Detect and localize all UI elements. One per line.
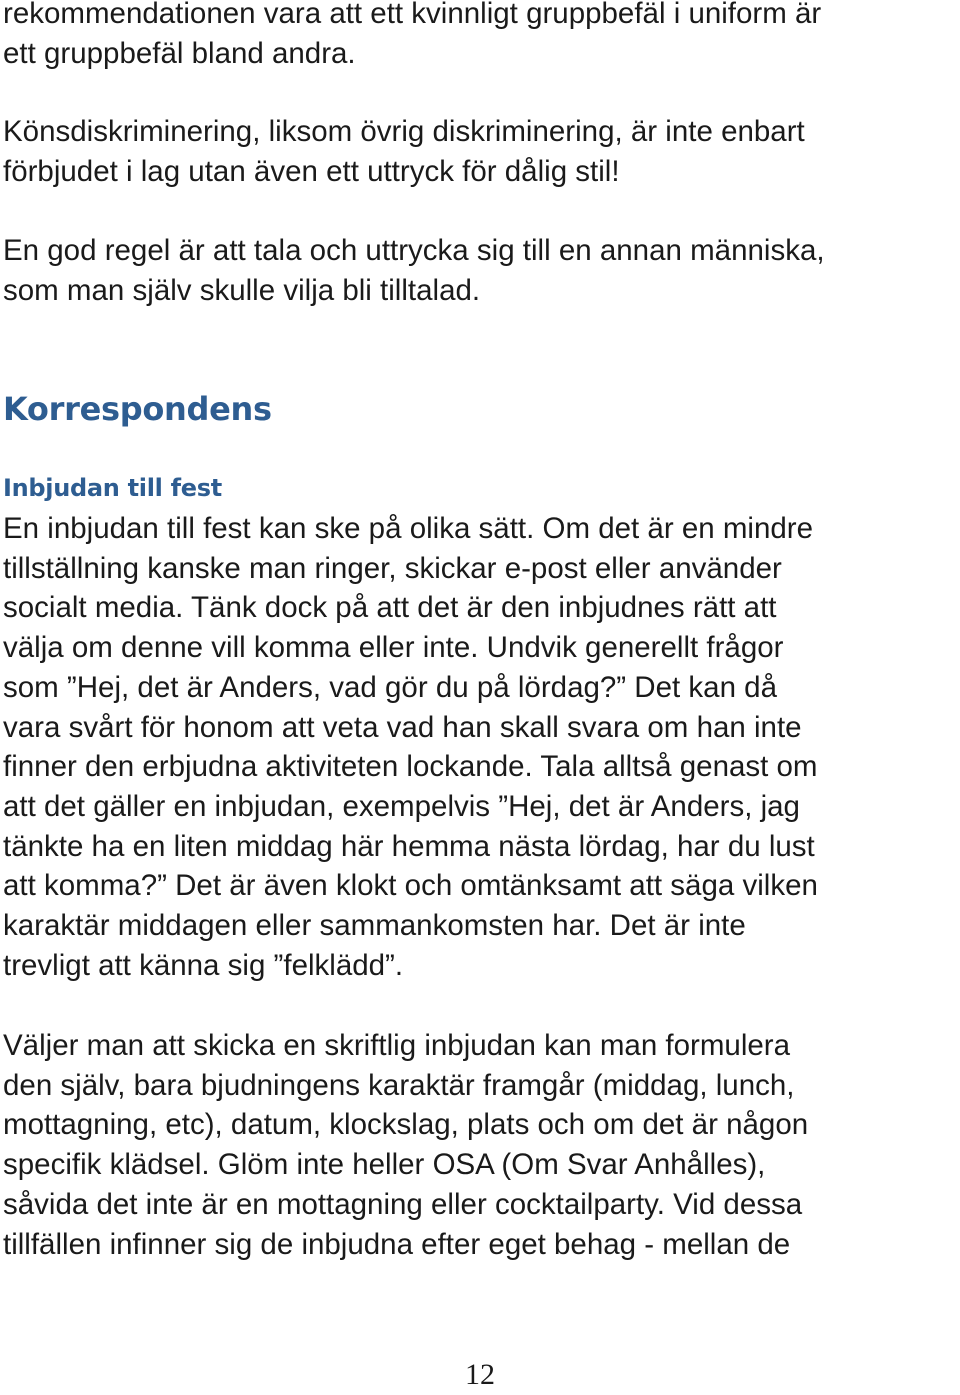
section-subheading: Inbjudan till fest: [3, 474, 222, 502]
section-paragraph-1: En inbjudan till fest kan ske på olika sätt. Om det är en mindre tillställning kanske man ringer, skickar e-post eller använder socialt media. Tänk dock på att det är den inbjudnes rätt att välja om denne vill komma eller inte. Undvik generellt frågor som ”Hej, det är Anders, vad gör du på lördag?” Det kan då vara svårt för honom att veta vad han skall svara om han inte finner den erbjudna aktiviteten lockande. Tala alltså genast om att det gäller en inbjudan, exempelvis ”Hej, det är Anders, jag tänkte ha en liten middag här hemma nästa lördag, har du lust att komma?” Det är även klokt och omtänksamt att säga vilken karaktär middagen eller sammankomsten har. Det är inte trevligt att känna sig ”felklädd”.: [3, 512, 818, 982]
intro-paragraph-2: Könsdiskriminering, liksom övrig diskriminering, är inte enbart förbjudet i lag utan även ett uttryck för dålig stil!: [3, 115, 805, 188]
page-number: 12: [465, 1358, 495, 1391]
section-heading: Korrespondens: [3, 390, 272, 428]
intro-paragraph-1: rekommendationen vara att ett kvinnligt gruppbefäl i uniform är ett gruppbefäl bland andra.: [3, 0, 822, 70]
intro-paragraph-3: En god regel är att tala och uttrycka sig till en annan människa, som man själv skulle vilja bli tilltalad.: [3, 234, 825, 307]
section-paragraph-2: Väljer man att skicka en skriftlig inbjudan kan man formulera den själv, bara bjudningens karaktär framgår (middag, lunch, mottagning, etc), datum, klockslag, plats och om det är någon specifik klädsel. Glöm inte heller OSA (Om Svar Anhålles), såvida det inte är en mottagning eller cocktailparty. Vid dessa tillfällen infinner sig de inbjudna efter eget behag - mellan de: [3, 1029, 809, 1261]
